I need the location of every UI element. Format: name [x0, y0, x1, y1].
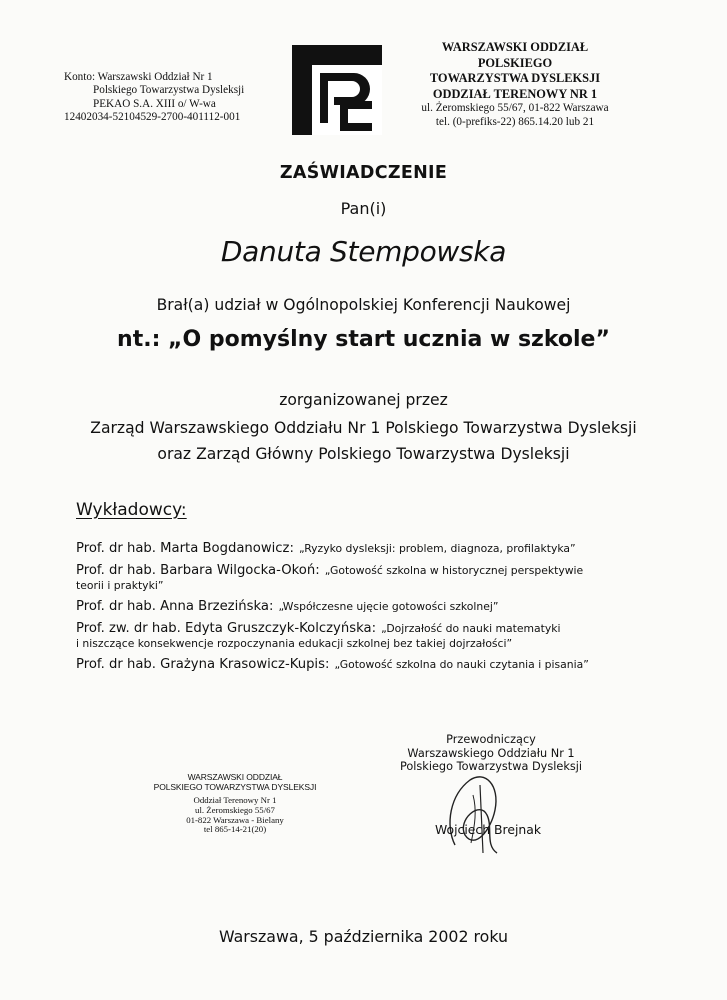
org-name-line: ODDZIAŁ TERENOWY NR 1: [432, 86, 598, 101]
org-name-line: POLSKIEGO: [477, 55, 553, 70]
stamp-line: tel 865-14-21(20): [203, 824, 267, 835]
lecture-topic-continuation: i niszczące konsekwencje rozpoczynania edukacji szkolnej bez takiej dojrzałości”: [76, 637, 513, 650]
org-name-line: WARSZAWSKI ODDZIAŁ: [441, 40, 589, 54]
lecturer-item: [76, 559, 716, 592]
lecturers-list: [76, 537, 716, 675]
ptd-logo-icon: [292, 45, 382, 135]
recipient-name: Danuta Stempowska: [220, 235, 507, 268]
lecturer-item: [76, 537, 716, 556]
place-and-date: Warszawa, 5 października 2002 roku: [218, 927, 509, 946]
signature-icon: [425, 765, 535, 860]
lecturer-name: Prof. zw. dr hab. Edyta Gruszczyk-Kolczyńska:: [76, 621, 377, 636]
lecture-topic: „Gotowość szkolna w historycznej perspektywie: [324, 564, 584, 577]
account-line: Polskiego Towarzystwa Dysleksji: [93, 84, 245, 97]
lecture-topic-continuation: teorii i praktyki”: [76, 579, 164, 592]
organizer-line: Zarząd Warszawskiego Oddziału Nr 1 Polskiego Towarzystwa Dysleksji: [90, 419, 637, 437]
account-info: [64, 71, 304, 124]
org-name-line: TOWARZYSTWA DYSLEKSJI: [429, 71, 601, 86]
org-phone: tel. (0-prefiks-22) 865.14.20 lub 21: [435, 115, 595, 128]
lecture-topic: „Ryzyko dysleksji: problem, diagnoza, profilaktyka”: [299, 542, 576, 555]
account-number: 12402034-52104529-2700-401112-001: [64, 110, 241, 123]
lecturer-item: [76, 595, 716, 614]
lecture-topic: „Gotowość szkolna do nauki czytania i pisania”: [334, 658, 589, 671]
lecturers-heading: Wykładowcy:: [76, 500, 187, 520]
chair-title: Przewodniczący: [446, 733, 536, 746]
account-line: Konto: Warszawski Oddział Nr 1: [64, 71, 213, 83]
conference-topic: nt.: „O pomyślny start ucznia w szkole”: [117, 327, 610, 352]
stamp-line: Oddział Terenowy Nr 1: [193, 795, 277, 805]
stamp-header-line: WARSZAWSKI ODDZIAŁ: [187, 772, 283, 782]
lecturer-name: Prof. dr hab. Barbara Wilgocka-Okoń:: [76, 563, 320, 578]
stamp-line: 01-822 Warszawa - Bielany: [186, 814, 284, 825]
recipient-prefix: Pan(i): [340, 199, 387, 218]
organization-stamp: [135, 772, 335, 835]
chair-line: Polskiego Towarzystwa Dysleksji: [399, 760, 583, 774]
chair-line: Warszawskiego Oddziału Nr 1: [407, 746, 575, 760]
participation-text: Brał(a) udział w Ogólnopolskiej Konferencji Naukowej: [156, 296, 571, 314]
chair-name: Wojciech Brejnak: [435, 822, 542, 837]
organized-by-label: zorganizowanej przez: [279, 391, 448, 409]
org-address: ul. Żeromskiego 55/67, 01-822 Warszawa: [421, 102, 609, 115]
lecturer-item: [76, 653, 716, 672]
lecture-topic: „Dojrzałość do nauki matematyki: [381, 622, 561, 635]
account-line: PEKAO S.A. XIII o/ W-wa: [93, 97, 216, 110]
lecture-topic: „Współczesne ujęcie gotowości szkolnej”: [278, 600, 499, 613]
certificate-title: ZAŚWIADCZENIE: [279, 163, 448, 183]
stamp-line: ul. Żeromskiego 55/67: [195, 804, 275, 815]
lecturer-name: Prof. dr hab. Grażyna Krasowicz-Kupis:: [76, 657, 330, 672]
lecturer-name: Prof. dr hab. Anna Brzezińska:: [76, 599, 274, 614]
stamp-header-line: POLSKIEGO TOWARZYSTWA DYSLEKSJI: [153, 782, 317, 792]
lecturer-name: Prof. dr hab. Marta Bogdanowicz:: [76, 541, 294, 556]
organization-header: [395, 40, 635, 129]
lecturer-item: [76, 617, 716, 650]
organizer-line: oraz Zarząd Główny Polskiego Towarzystwa Dysleksji: [157, 445, 570, 463]
